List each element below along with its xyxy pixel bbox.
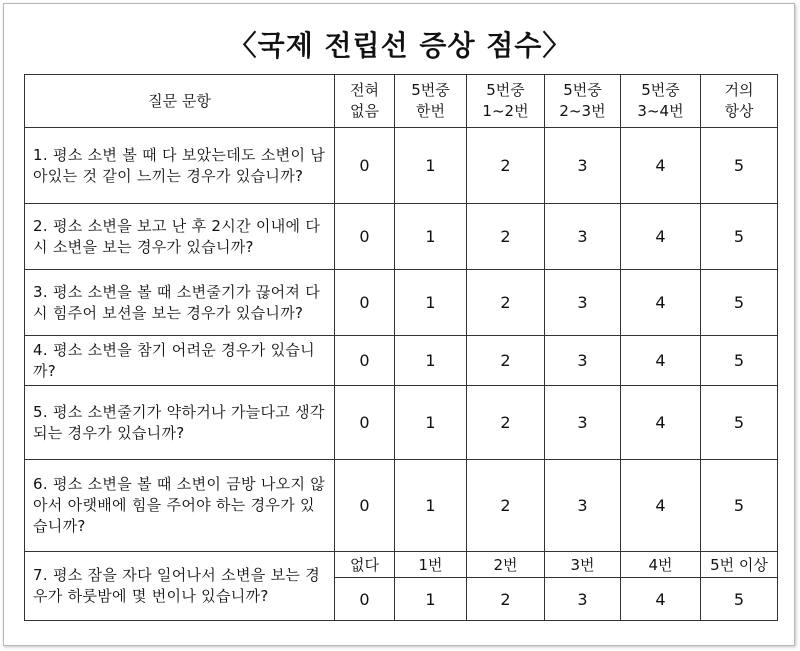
score-cell: 2 (467, 336, 545, 386)
score-cell: 3 (545, 128, 621, 204)
score-cell: 5 (701, 336, 778, 386)
score-cell: 1 (395, 204, 467, 270)
score-cell: 1 (395, 386, 467, 460)
score-cell: 0 (335, 204, 395, 270)
header-col-1: 5번중 한번 (395, 75, 467, 128)
score-cell: 4 (621, 386, 701, 460)
score-cell: 4 (621, 460, 701, 552)
frequency-label: 1번 (395, 552, 467, 578)
score-cell: 1 (395, 270, 467, 336)
score-cell: 2 (467, 270, 545, 336)
score-cell: 1 (395, 460, 467, 552)
score-cell: 2 (467, 460, 545, 552)
score-cell: 3 (545, 460, 621, 552)
table-row-7-labels (25, 552, 778, 578)
score-cell: 4 (621, 270, 701, 336)
question-text: 4. 평소 소변을 참기 어려운 경우가 있습니까? (25, 336, 335, 386)
score-cell: 4 (621, 128, 701, 204)
table-row (25, 460, 778, 552)
table-row (25, 270, 778, 336)
score-cell: 5 (701, 128, 778, 204)
table-row (25, 336, 778, 386)
score-cell: 0 (335, 386, 395, 460)
frequency-label: 2번 (467, 552, 545, 578)
question-text: 1. 평소 소변 볼 때 다 보았는데도 소변이 남아있는 것 같이 느끼는 경우가 있습니까? (25, 128, 335, 204)
score-cell: 3 (545, 386, 621, 460)
frequency-label: 없다 (335, 552, 395, 578)
score-cell: 0 (335, 460, 395, 552)
score-cell: 5 (701, 386, 778, 460)
score-cell: 0 (335, 336, 395, 386)
header-col-2: 5번중 1~2번 (467, 75, 545, 128)
table-row (25, 128, 778, 204)
score-cell: 3 (545, 270, 621, 336)
score-cell: 5 (701, 460, 778, 552)
score-cell: 2 (467, 204, 545, 270)
question-text: 5. 평소 소변줄기가 약하거나 가늘다고 생각되는 경우가 있습니까? (25, 386, 335, 460)
question-text: 6. 평소 소변을 볼 때 소변이 금방 나오지 않아서 아랫배에 힘을 주어야 하는 경우가 있습니까? (25, 460, 335, 552)
header-col-0: 전혀 없음 (335, 75, 395, 128)
score-cell: 0 (335, 128, 395, 204)
frequency-label: 3번 (545, 552, 621, 578)
score-cell: 1 (395, 128, 467, 204)
header-col-3: 5번중 2~3번 (545, 75, 621, 128)
score-cell: 1 (395, 336, 467, 386)
score-cell: 4 (621, 336, 701, 386)
table-row (25, 386, 778, 460)
score-cell: 0 (335, 578, 395, 621)
frequency-label: 5번 이상 (701, 552, 778, 578)
score-cell: 4 (621, 204, 701, 270)
page-title: 〈국제 전립선 증상 점수〉 (228, 29, 572, 62)
header-col-4: 5번중 3~4번 (621, 75, 701, 128)
score-cell: 5 (701, 270, 778, 336)
frequency-label: 4번 (621, 552, 701, 578)
header-question: 질문 문항 (25, 75, 335, 128)
score-cell: 3 (545, 336, 621, 386)
score-cell: 2 (467, 386, 545, 460)
score-cell: 5 (701, 578, 778, 621)
header-row (25, 75, 778, 128)
table-row (25, 204, 778, 270)
score-cell: 3 (545, 578, 621, 621)
score-cell: 5 (701, 204, 778, 270)
score-cell: 2 (467, 128, 545, 204)
ipss-table (24, 74, 778, 621)
header-col-5: 거의 항상 (701, 75, 778, 128)
question-text: 3. 평소 소변을 볼 때 소변줄기가 끊어져 다시 힘주어 보션을 보는 경우가 있습니까? (25, 270, 335, 336)
score-cell: 1 (395, 578, 467, 621)
score-cell: 4 (621, 578, 701, 621)
score-cell: 0 (335, 270, 395, 336)
question-text: 7. 평소 잠을 자다 일어나서 소변을 보는 경우가 하룻밤에 몇 번이나 있습니까? (25, 552, 335, 621)
score-cell: 3 (545, 204, 621, 270)
score-cell: 2 (467, 578, 545, 621)
question-text: 2. 평소 소변을 보고 난 후 2시간 이내에 다시 소변을 보는 경우가 있습니까? (25, 204, 335, 270)
